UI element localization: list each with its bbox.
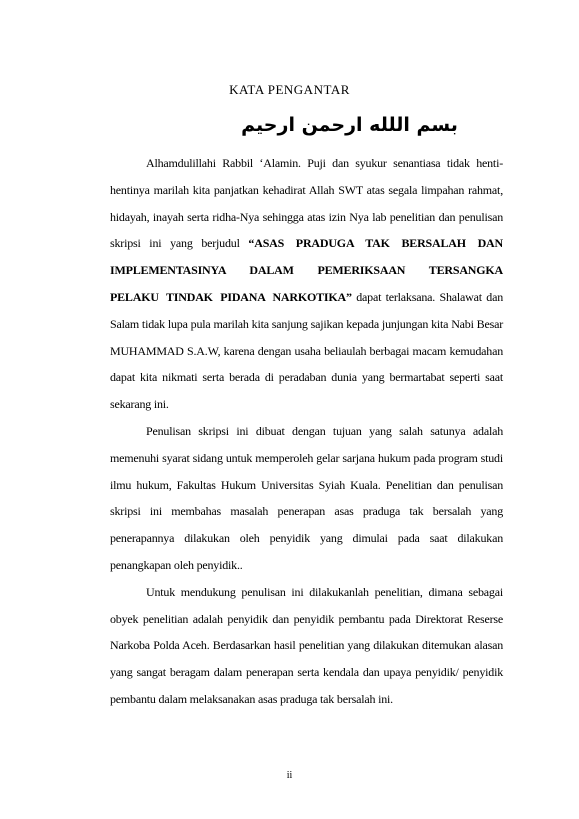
paragraph-1-intro: Alhamdulillahi Rabbil ‘Alamin. Puji dan syukur senantiasa tidak henti-hentinya marilah kita panjatkan kehadirat Allah SWT atas segala limpahan rahmat, hidayah, inayah serta ridha-Nya sehingga atas izin Nya lab penelitian dan penulisan skripsi ini yang berjudul [110, 156, 503, 251]
thesis-title: “ASAS PRADUGA TAK BERSALAH DAN IMPLEMENTASINYA DALAM PEMERIKSAAN TERSANGKA PELAKU TINDAK PIDANA NARKOTIKA” [110, 236, 503, 304]
page-number: ii [286, 770, 293, 781]
body-text [110, 150, 503, 713]
bismillah-text: بسم اللله ارحمن ارحيم [241, 114, 458, 136]
paragraph-1 [110, 150, 503, 418]
paragraph-2: Penulisan skripsi ini dibuat dengan tujuan yang salah satunya adalah memenuhi syarat sidang untuk memperoleh gelar sarjana hukum pada program studi ilmu hukum, Fakultas Hukum Universitas Syiah Kuala. Penelitian dan penulisan skripsi ini membahas masalah penerapan asas praduga tak bersalah yang penerapannya dilakukan oleh penyidik yang dimulai pada saat dilakukan penangkapan oleh penyidik.. [110, 423, 503, 572]
paragraph-3: Untuk mendukung penulisan ini dilakukanlah penelitian, dimana sebagai obyek penelitian adalah penyidik dan penyidik pembantu pada Direktorat Reserse Narkoba Polda Aceh. Berdasarkan hasil penelitian yang dilakukan ditemukan alasan yang sangat beragam dalam penerapan serta kendala dan upaya penyidik/ penyidik pembantu dalam melaksanakan asas praduga tak bersalah ini. [110, 584, 503, 706]
paragraph-1-rest: dapat terlaksana. Shalawat dan Salam tidak lupa pula marilah kita sanjung sajikan kepada junjungan kita Nabi Besar MUHAMMAD S.A.W, karena dengan usaha beliaulah berbagai macam kemudahan dapat kita nikmati serta berada di peradaban dunia yang bermartabat seperti saat sekarang ini. [110, 289, 503, 412]
page-title: KATA PENGANTAR [229, 82, 350, 97]
